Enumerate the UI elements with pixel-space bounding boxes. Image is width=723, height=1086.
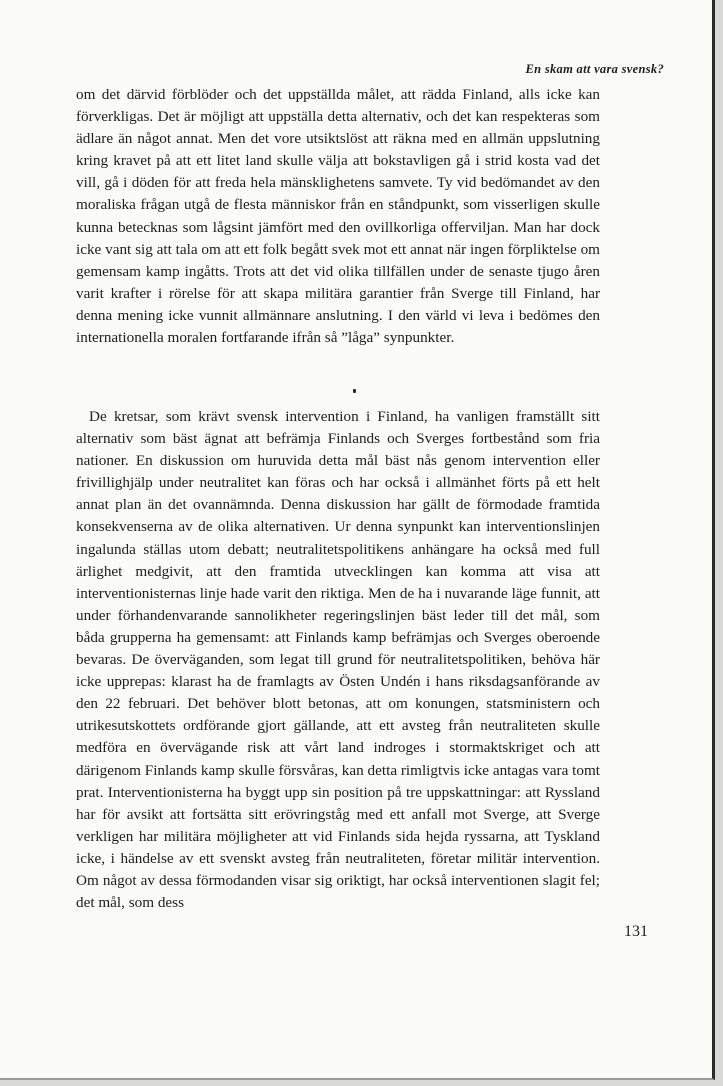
page-number: 131 xyxy=(624,923,648,940)
paragraph-1: om det därvid förblöder och det uppställda målet, att rädda Finland, alls icke kan förverkligas. Det är möjligt att uppställa detta alternativ, och det kan respekteras som ädlare än något annat. Men det vore utsiktslöst att räkna med en allmän uppslutning kring kravet på att ett litet land skulle välja att bokstavligen gå i strid kosta vad det vill, gå i döden för att freda hela mänsklighetens samvete. Ty vid bedömandet av den moraliska frågan utgå de flesta människor från en ståndpunkt, som visserligen skulle kunna betecknas som lågsint jämfört med den ovillkorliga offerviljan. Man har dock icke vant sig att tala om att ett folk begått svek mot ett annat när ingen förpliktelse om gemensam kamp ingåtts. Trots att det vid olika tillfällen under de senaste tjugo åren varit krafter i rörelse för att skapa militära garantier från Sverge till Finland, har denna mening icke vunnit allmännare anslutning. I den värld vi leva i bedömes den internationella moralen fortfarande ifrån så ”låga” synpunkter. xyxy=(76,86,600,347)
paragraph-2: De kretsar, som krävt svensk intervention i Finland, ha vanligen framställt sitt alternativ som bäst ägnat att befrämja Finlands och Sverges fortbestånd som fria nationer. En diskussion om huruvida detta mål bäst nås genom intervention eller frivillighjälp under neutralitet kan föras och har också i allmänhet förts på ett helt annat plan än det ovannämnda. Denna diskussion har gällt de förmodade framtida konsekvenserna av de olika alternativen. Ur denna synpunkt kan interventionslinjen ingalunda ställas utom debatt; neutralitetspolitikens anhängare ha också med full ärlighet medgivit, att den framtida utvecklingen kan komma att visa att interventionisternas linje hade varit den riktiga. Men de ha i nuvarande läge funnit, att under förhandenvarande sannolikheter regeringslinjen bäst leder till det mål, som båda grupperna ha gemensamt: att Finlands kamp befrämjas och Sverges oberoende bevaras. De överväganden, som legat till grund för neutralitetspolitiken, behöva här icke upprepas: klarast ha de framlagts av Östen Undén i hans riksdagsanförande av den 22 februari. Det behöver blott betonas, att om konungen, statsministern och utrikesutskottets ordförande gjort gällande, att ett avsteg från neutraliteten skulle medföra en övervägande risk att vårt land indroges i stormaktskriget och att därigenom Finlands kamp skulle försvåras, kan detta rimligtvis icke antagas vara tomt prat. Interventionisterna ha byggt upp sin position på tre uppskattningar: att Ryssland har för avsikt att fortsätta sitt erövringståg med ett anfall mot Sverge, att Sverge verkligen har militära möjligheter att vid Finlands sida hejda ryssarna, att Tyskland icke, i händelse av ett svenskt avsteg från neutraliteten, företar militär intervention. Om något av dessa förmodanden visar sig oriktigt, har också interventionen slagit fel; det mål, som dess xyxy=(76,408,600,912)
ink-mark xyxy=(353,389,356,393)
running-head: En skam att vara svensk? xyxy=(525,62,664,76)
